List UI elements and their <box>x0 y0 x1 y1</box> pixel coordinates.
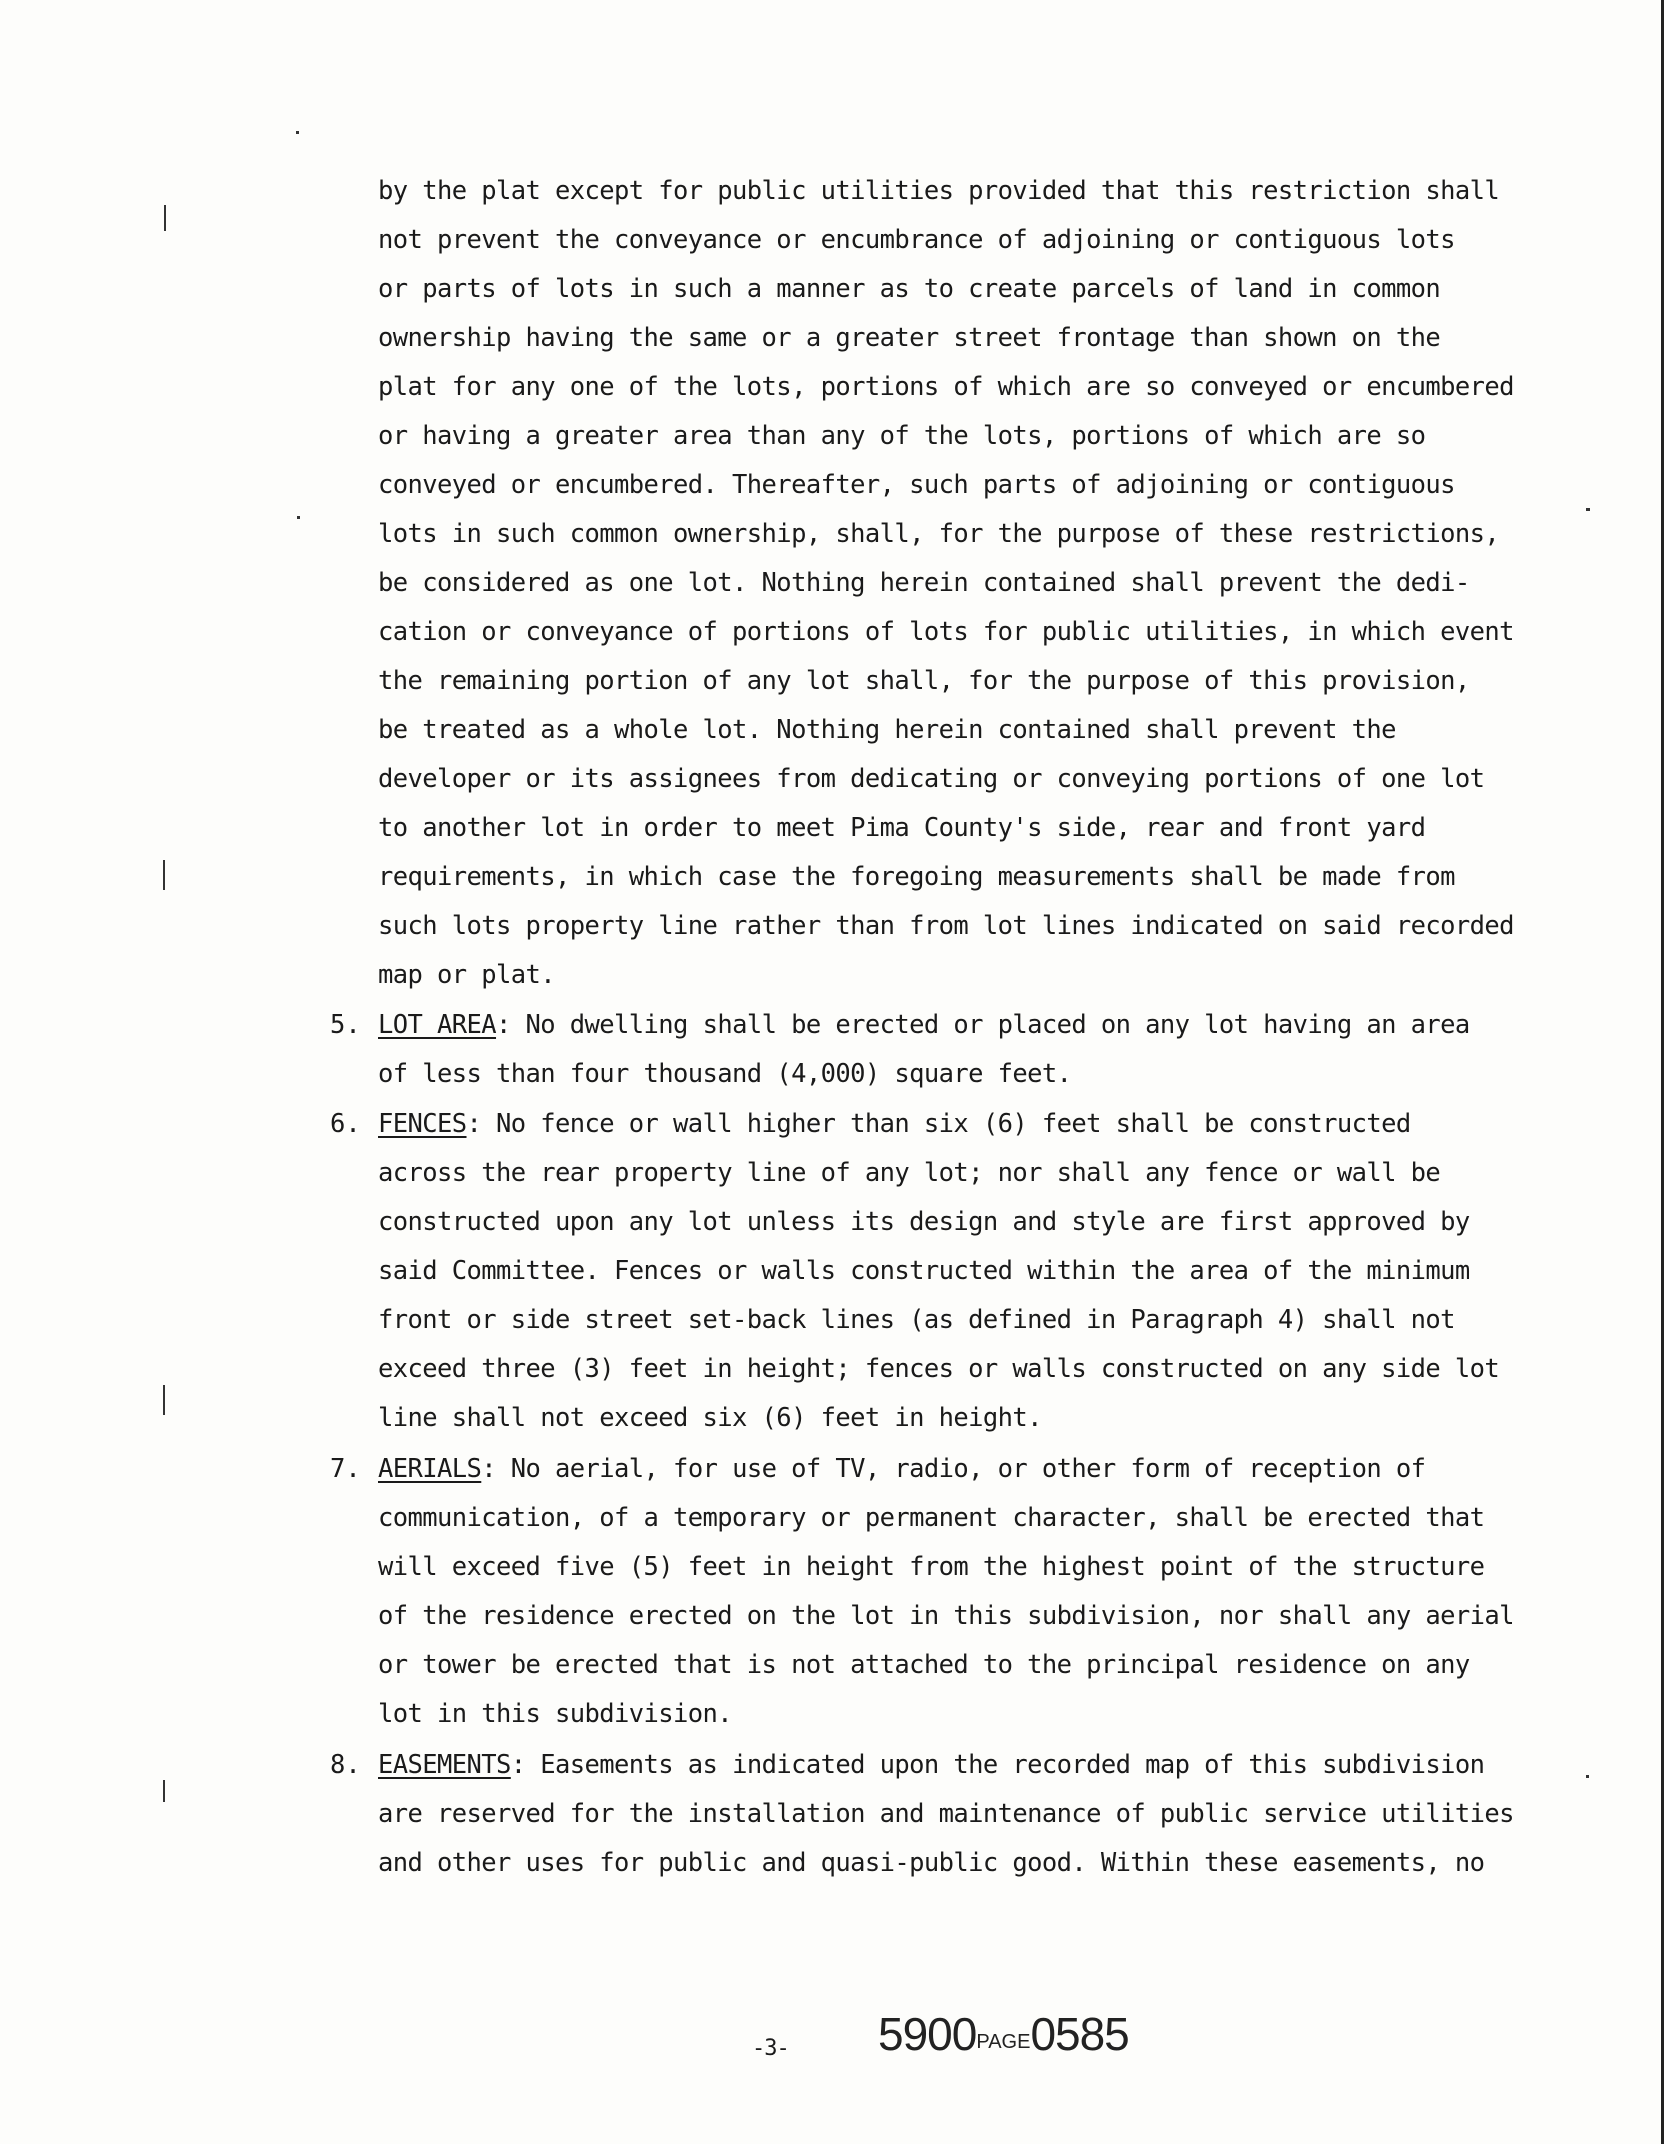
text-line: constructed upon any lot unless its design and style are first approved by <box>378 1207 1470 1237</box>
text-line: of the residence erected on the lot in this subdivision, nor shall any aerial <box>378 1601 1514 1631</box>
text-line: developer or its assignees from dedicating or conveying portions of one lot <box>378 764 1485 794</box>
text-line: ownership having the same or a greater street frontage than shown on the <box>378 323 1441 353</box>
text-fragment: : Easements as indicated upon the recorded map of this subdivision <box>510 1750 1485 1780</box>
text-line: or tower be erected that is not attached to the principal residence on any <box>378 1650 1470 1680</box>
text-line: line shall not exceed six (6) feet in height. <box>378 1403 1042 1433</box>
text-line: plat for any one of the lots, portions of which are so conveyed or encumbered <box>378 372 1514 402</box>
section-heading: AERIALS <box>378 1454 482 1484</box>
text-line: and other uses for public and quasi-public good. Within these easements, no <box>378 1848 1485 1878</box>
text-line: or parts of lots in such a manner as to create parcels of land in common <box>378 274 1441 304</box>
section-heading: LOT AREA <box>378 1010 497 1040</box>
text-line: will exceed five (5) feet in height from the highest point of the structure <box>378 1552 1485 1582</box>
section-number: 5. <box>330 1010 361 1040</box>
text-line: cation or conveyance of portions of lots for public utilities, in which event <box>378 617 1514 647</box>
text-line: communication, of a temporary or permanent character, shall be erected that <box>378 1503 1485 1533</box>
text-line: to another lot in order to meet Pima County's side, rear and front yard <box>378 813 1426 843</box>
text-fragment: : No fence or wall higher than six (6) feet shall be constructed <box>466 1109 1411 1139</box>
text-line: lot in this subdivision. <box>378 1699 733 1729</box>
text-line <box>378 1454 1425 1484</box>
text-line: are reserved for the installation and maintenance of public service utilities <box>378 1799 1514 1829</box>
scan-mark <box>163 1780 165 1802</box>
section-heading: FENCES <box>378 1109 467 1139</box>
text-line: be considered as one lot. Nothing herein contained shall prevent the dedi- <box>378 568 1470 598</box>
text-line: exceed three (3) feet in height; fences or walls constructed on any side lot <box>378 1354 1500 1384</box>
text-line: such lots property line rather than from lot lines indicated on said recorded <box>378 911 1514 941</box>
text-line: front or side street set-back lines (as defined in Paragraph 4) shall not <box>378 1305 1455 1335</box>
text-line: conveyed or encumbered. Thereafter, such parts of adjoining or contiguous <box>378 470 1455 500</box>
text-line <box>378 1750 1484 1780</box>
text-line: or having a greater area than any of the lots, portions of which are so <box>378 421 1426 451</box>
text-line: be treated as a whole lot. Nothing herein contained shall prevent the <box>378 715 1396 745</box>
text-fragment: : No dwelling shall be erected or placed on any lot having an area <box>496 1010 1470 1040</box>
text-line: not prevent the conveyance or encumbrance of adjoining or contiguous lots <box>378 225 1455 255</box>
scan-mark <box>296 131 299 134</box>
stamp-page-label: PAGE <box>976 2031 1031 2053</box>
text-line <box>378 1109 1411 1139</box>
section-number: 7. <box>330 1454 361 1484</box>
scan-mark <box>163 1385 165 1415</box>
stamp-page: 0585 <box>1030 2008 1129 2060</box>
scan-mark <box>163 860 165 890</box>
text-line: lots in such common ownership, shall, for the purpose of these restrictions, <box>378 519 1500 549</box>
recording-stamp <box>878 2008 1129 2068</box>
scan-mark <box>297 516 300 519</box>
text-line: by the plat except for public utilities provided that this restriction shall <box>378 176 1500 206</box>
stamp-book: 5900 <box>878 2008 977 2060</box>
section-number: 8. <box>330 1750 361 1780</box>
text-line <box>378 1010 1470 1040</box>
scan-mark <box>1586 1775 1589 1778</box>
page-number: -3- <box>752 2036 789 2061</box>
text-line: map or plat. <box>378 960 556 990</box>
text-fragment: : No aerial, for use of TV, radio, or other form of reception of <box>481 1454 1426 1484</box>
text-line: requirements, in which case the foregoing measurements shall be made from <box>378 862 1455 892</box>
text-line: of less than four thousand (4,000) square feet. <box>378 1059 1072 1089</box>
scan-mark <box>1586 508 1590 511</box>
scan-mark <box>164 205 166 231</box>
text-line: the remaining portion of any lot shall, for the purpose of this provision, <box>378 666 1470 696</box>
text-line: said Committee. Fences or walls constructed within the area of the minimum <box>378 1256 1470 1286</box>
text-line: across the rear property line of any lot; nor shall any fence or wall be <box>378 1158 1441 1188</box>
section-number: 6. <box>330 1109 361 1139</box>
section-heading: EASEMENTS <box>378 1750 511 1780</box>
